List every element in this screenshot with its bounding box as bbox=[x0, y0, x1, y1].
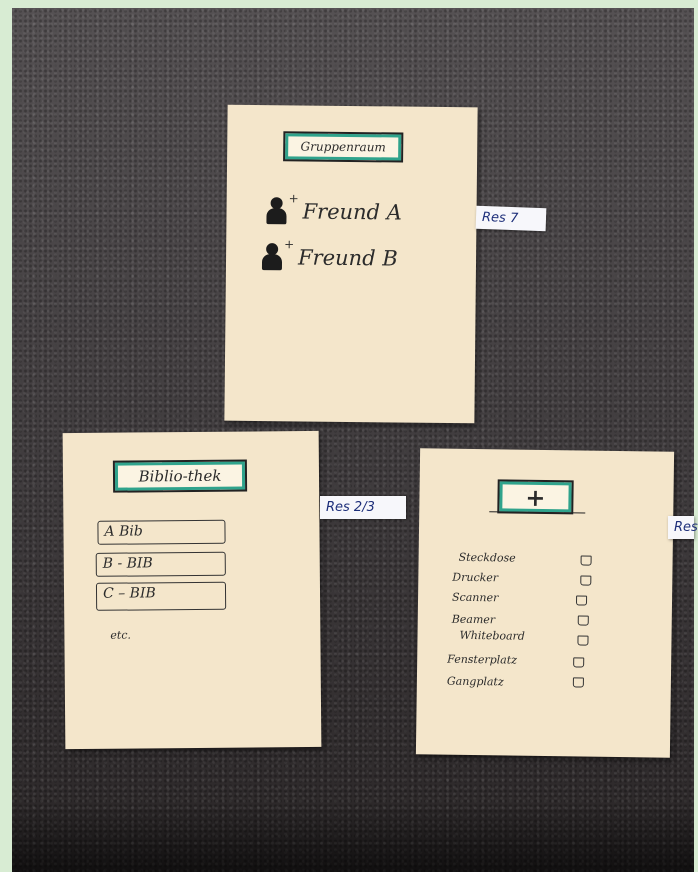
equipment-item: Drucker bbox=[452, 570, 499, 585]
equipment-checkbox[interactable] bbox=[581, 555, 592, 565]
equipment-checkbox[interactable] bbox=[573, 657, 584, 667]
library-title-text: Biblio-thek bbox=[138, 466, 222, 486]
equipment-item: Whiteboard bbox=[459, 628, 525, 643]
equipment-checkbox[interactable] bbox=[576, 595, 587, 605]
equipment-checkbox[interactable] bbox=[578, 615, 589, 625]
friend-row-a[interactable] bbox=[264, 191, 403, 226]
library-option-a-text: A Bib bbox=[104, 523, 143, 540]
sheet-library bbox=[63, 431, 322, 749]
res-tag-library bbox=[320, 496, 406, 519]
plus-icon: + bbox=[525, 482, 546, 512]
res-tag-group-text: Res 7 bbox=[481, 209, 519, 227]
library-option-b-text: B - BIB bbox=[102, 555, 153, 572]
friend-row-b[interactable] bbox=[260, 237, 398, 272]
group-room-title bbox=[283, 131, 403, 162]
library-option-c[interactable] bbox=[96, 582, 226, 611]
library-option-a[interactable] bbox=[97, 520, 225, 545]
equipment-checkbox[interactable] bbox=[573, 677, 584, 687]
sheet-add-equipment bbox=[416, 448, 674, 758]
group-room-title-text: Gruppenraum bbox=[300, 139, 386, 155]
shadow-vignette bbox=[12, 800, 694, 872]
add-title[interactable] bbox=[497, 479, 573, 514]
add-person-icon: + bbox=[264, 197, 288, 225]
friend-b-label: Freund B bbox=[297, 245, 398, 271]
add-person-icon: + bbox=[260, 243, 284, 271]
library-more-text: etc. bbox=[110, 628, 132, 642]
equipment-checkbox[interactable] bbox=[577, 635, 588, 645]
library-option-b[interactable] bbox=[96, 552, 226, 577]
equipment-item: Beamer bbox=[451, 612, 496, 627]
equipment-item: Steckdose bbox=[458, 550, 516, 565]
equipment-item: Fensterplatz bbox=[447, 652, 518, 667]
sheet-group-room bbox=[224, 105, 477, 424]
res-tag-group bbox=[476, 206, 547, 231]
res-tag-add bbox=[668, 516, 698, 539]
library-title bbox=[113, 460, 247, 493]
res-tag-library-text: Res 2/3 bbox=[326, 500, 375, 515]
equipment-item: Gangplatz bbox=[446, 674, 504, 689]
library-option-c-text: C – BIB bbox=[102, 585, 156, 602]
equipment-checkbox[interactable] bbox=[580, 575, 591, 585]
res-tag-add-text: Res bbox=[674, 520, 698, 535]
equipment-item: Scanner bbox=[451, 590, 499, 605]
friend-a-label: Freund A bbox=[302, 199, 403, 225]
